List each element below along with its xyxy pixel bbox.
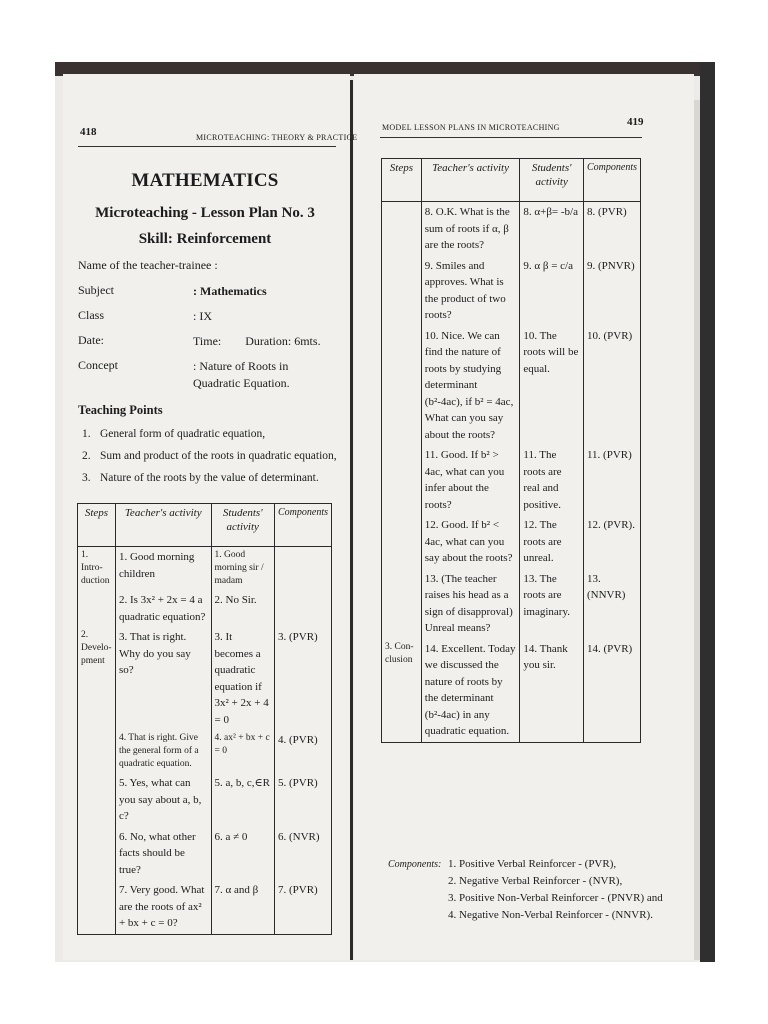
step-cell xyxy=(382,256,422,326)
component-cell: 4. (PVR) xyxy=(274,730,331,773)
teacher-cell: 2. Is 3x² + 2x = 4 a quadratic equation? xyxy=(115,590,211,627)
teaching-point: 2. Sum and product of the roots in quadratic equation, xyxy=(82,450,337,462)
table-row xyxy=(382,256,641,326)
step-cell: 3. Con-clusion xyxy=(382,639,422,743)
teacher-cell: 14. Excellent. Today we discussed the nature of roots by the determinant (b²-4ac) in any quadratic equation. xyxy=(421,639,520,743)
student-cell: 1. Good morning sir / madam xyxy=(211,547,274,591)
table-row xyxy=(382,515,641,569)
component-cell: 7. (PVR) xyxy=(274,880,331,934)
lesson-info xyxy=(78,258,348,390)
step-cell xyxy=(78,880,116,934)
right-lesson-table xyxy=(381,158,641,743)
header-steps: Steps xyxy=(382,159,422,202)
teacher-cell: 8. O.K. What is the sum of roots if α, β are the roots? xyxy=(421,202,520,256)
info-row-concept xyxy=(78,358,348,390)
table-row xyxy=(382,202,641,256)
student-cell: 6. a ≠ 0 xyxy=(211,827,274,881)
step-cell xyxy=(382,515,422,569)
step-cell xyxy=(382,569,422,639)
student-cell: 14. Thank you sir. xyxy=(520,639,584,743)
date-label: Date: xyxy=(78,333,104,347)
component-cell: 10. (PVR) xyxy=(583,326,640,446)
student-cell: 2. No Sir. xyxy=(211,590,274,627)
skill-subtitle: Skill: Reinforcement xyxy=(138,231,272,247)
teacher-cell: 4. That is right. Give the general form of a quadratic equation. xyxy=(115,730,211,773)
header-student-activity: Students' activity xyxy=(520,159,584,202)
student-cell: 12. The roots are unreal. xyxy=(520,515,584,569)
component-cell xyxy=(274,590,331,627)
right-page-number: 419 xyxy=(627,116,644,128)
step-cell xyxy=(78,590,116,627)
header-steps: Steps xyxy=(78,504,116,547)
table-row xyxy=(78,730,332,773)
table-row xyxy=(78,590,332,627)
student-cell: 13. The roots are imaginary. xyxy=(520,569,584,639)
left-page-number: 418 xyxy=(80,126,97,138)
step-cell: 1. Intro-duction xyxy=(78,547,116,591)
student-cell: 9. α β = c/a xyxy=(520,256,584,326)
student-cell: 10. The roots will be equal. xyxy=(520,326,584,446)
concept-value: : Nature of Roots in Quadratic Equation. xyxy=(193,359,290,390)
teacher-cell: 11. Good. If b² > 4ac, what can you infer about the roots? xyxy=(421,445,520,515)
teacher-cell: 9. Smiles and approves. What is the product of two roots? xyxy=(421,256,520,326)
step-cell xyxy=(382,202,422,256)
concept-label: Concept xyxy=(78,358,118,372)
component-cell: 14. (PVR) xyxy=(583,639,640,743)
table-row xyxy=(382,326,641,446)
info-row-class xyxy=(78,308,348,333)
table-header-row xyxy=(78,504,332,547)
component-cell: 9. (PNVR) xyxy=(583,256,640,326)
components-label: Components: xyxy=(388,859,442,870)
component-cell: 6. (NVR) xyxy=(274,827,331,881)
step-cell xyxy=(382,326,422,446)
component-cell: 12. (PVR). xyxy=(583,515,640,569)
component-cell: 13. (NNVR) xyxy=(583,569,640,639)
step-cell xyxy=(78,730,116,773)
table-row xyxy=(78,547,332,591)
component-cell: 5. (PVR) xyxy=(274,773,331,827)
teacher-cell: 1. Good morning children xyxy=(115,547,211,591)
left-header-rule xyxy=(78,146,336,147)
teacher-cell: 7. Very good. What are the roots of ax² + bx + c = 0? xyxy=(115,880,211,934)
info-row-subject xyxy=(78,283,348,308)
lesson-plan-subtitle: Microteaching - Lesson Plan No. 3 xyxy=(95,205,315,221)
table-row xyxy=(382,569,641,639)
header-teacher-activity: Teacher's activity xyxy=(421,159,520,202)
step-cell xyxy=(382,445,422,515)
table-row xyxy=(78,827,332,881)
component-cell xyxy=(274,547,331,591)
info-row-date xyxy=(78,333,348,358)
teaching-points-heading: Teaching Points xyxy=(78,403,163,417)
component-cell: 8. (PVR) xyxy=(583,202,640,256)
teacher-cell: 10. Nice. We can find the nature of roots by studying determinant (b²-4ac), if b² = 4ac, What can you say about the roots? xyxy=(421,326,520,446)
table-row xyxy=(78,773,332,827)
teaching-point: 1. General form of quadratic equation, xyxy=(82,428,266,440)
component-item: 1. Positive Verbal Reinforcer - (PVR), xyxy=(448,858,617,870)
class-value: : IX xyxy=(193,309,212,323)
component-cell: 3. (PVR) xyxy=(274,627,331,730)
student-cell: 4. ax² + bx + c = 0 xyxy=(211,730,274,773)
left-lesson-table xyxy=(77,503,332,935)
page-gutter xyxy=(350,80,353,960)
teaching-point: 3. Nature of the roots by the value of determinant. xyxy=(82,472,319,484)
teaching-points-list xyxy=(82,428,344,494)
step-cell xyxy=(78,827,116,881)
header-components: Components xyxy=(583,159,640,202)
page-title: MATHEMATICS xyxy=(131,170,279,191)
table-row xyxy=(78,880,332,934)
time-duration-value: Time: Duration: 6mts. xyxy=(193,334,321,348)
student-cell: 8. α+β= -b/a xyxy=(520,202,584,256)
teacher-cell: 6. No, what other facts should be true? xyxy=(115,827,211,881)
table-row xyxy=(78,627,332,730)
header-student-activity: Students' activity xyxy=(211,504,274,547)
teacher-cell: 3. That is right. Why do you say so? xyxy=(115,627,211,730)
class-label: Class xyxy=(78,308,105,322)
component-item: 2. Negative Verbal Reinforcer - (NVR), xyxy=(448,875,623,887)
teacher-cell: 13. (The teacher raises his head as a sign of disapproval) Unreal means? xyxy=(421,569,520,639)
teacher-cell: 5. Yes, what can you say about a, b, c? xyxy=(115,773,211,827)
book-right-edge xyxy=(700,62,715,962)
student-cell: 11. The roots are real and positive. xyxy=(520,445,584,515)
trainee-label: Name of the teacher-trainee : xyxy=(78,258,218,272)
table-header-row xyxy=(382,159,641,202)
subject-value: : Mathematics xyxy=(193,284,267,298)
right-running-head: MODEL LESSON PLANS IN MICROTEACHING xyxy=(382,123,560,132)
teacher-cell: 12. Good. If b² < 4ac, what can you say about the roots? xyxy=(421,515,520,569)
info-row-trainee xyxy=(78,258,348,283)
student-cell: 3. It becomes a quadratic equation if 3x² + 2x + 4 = 0 xyxy=(211,627,274,730)
component-item: 4. Negative Non-Verbal Reinforcer - (NNVR). xyxy=(448,909,653,921)
table-row xyxy=(382,445,641,515)
step-cell: 2. Develo-pment xyxy=(78,627,116,730)
header-components: Components xyxy=(274,504,331,547)
table-row xyxy=(382,639,641,743)
student-cell: 5. a, b, c,∈R xyxy=(211,773,274,827)
header-teacher-activity: Teacher's activity xyxy=(115,504,211,547)
step-cell xyxy=(78,773,116,827)
component-cell: 11. (PVR) xyxy=(583,445,640,515)
subject-label: Subject xyxy=(78,283,114,297)
right-header-rule xyxy=(380,137,642,138)
left-running-head: MICROTEACHING: THEORY & PRACTICE xyxy=(196,133,358,142)
student-cell: 7. α and β xyxy=(211,880,274,934)
component-item: 3. Positive Non-Verbal Reinforcer - (PNVR) and xyxy=(448,892,663,904)
